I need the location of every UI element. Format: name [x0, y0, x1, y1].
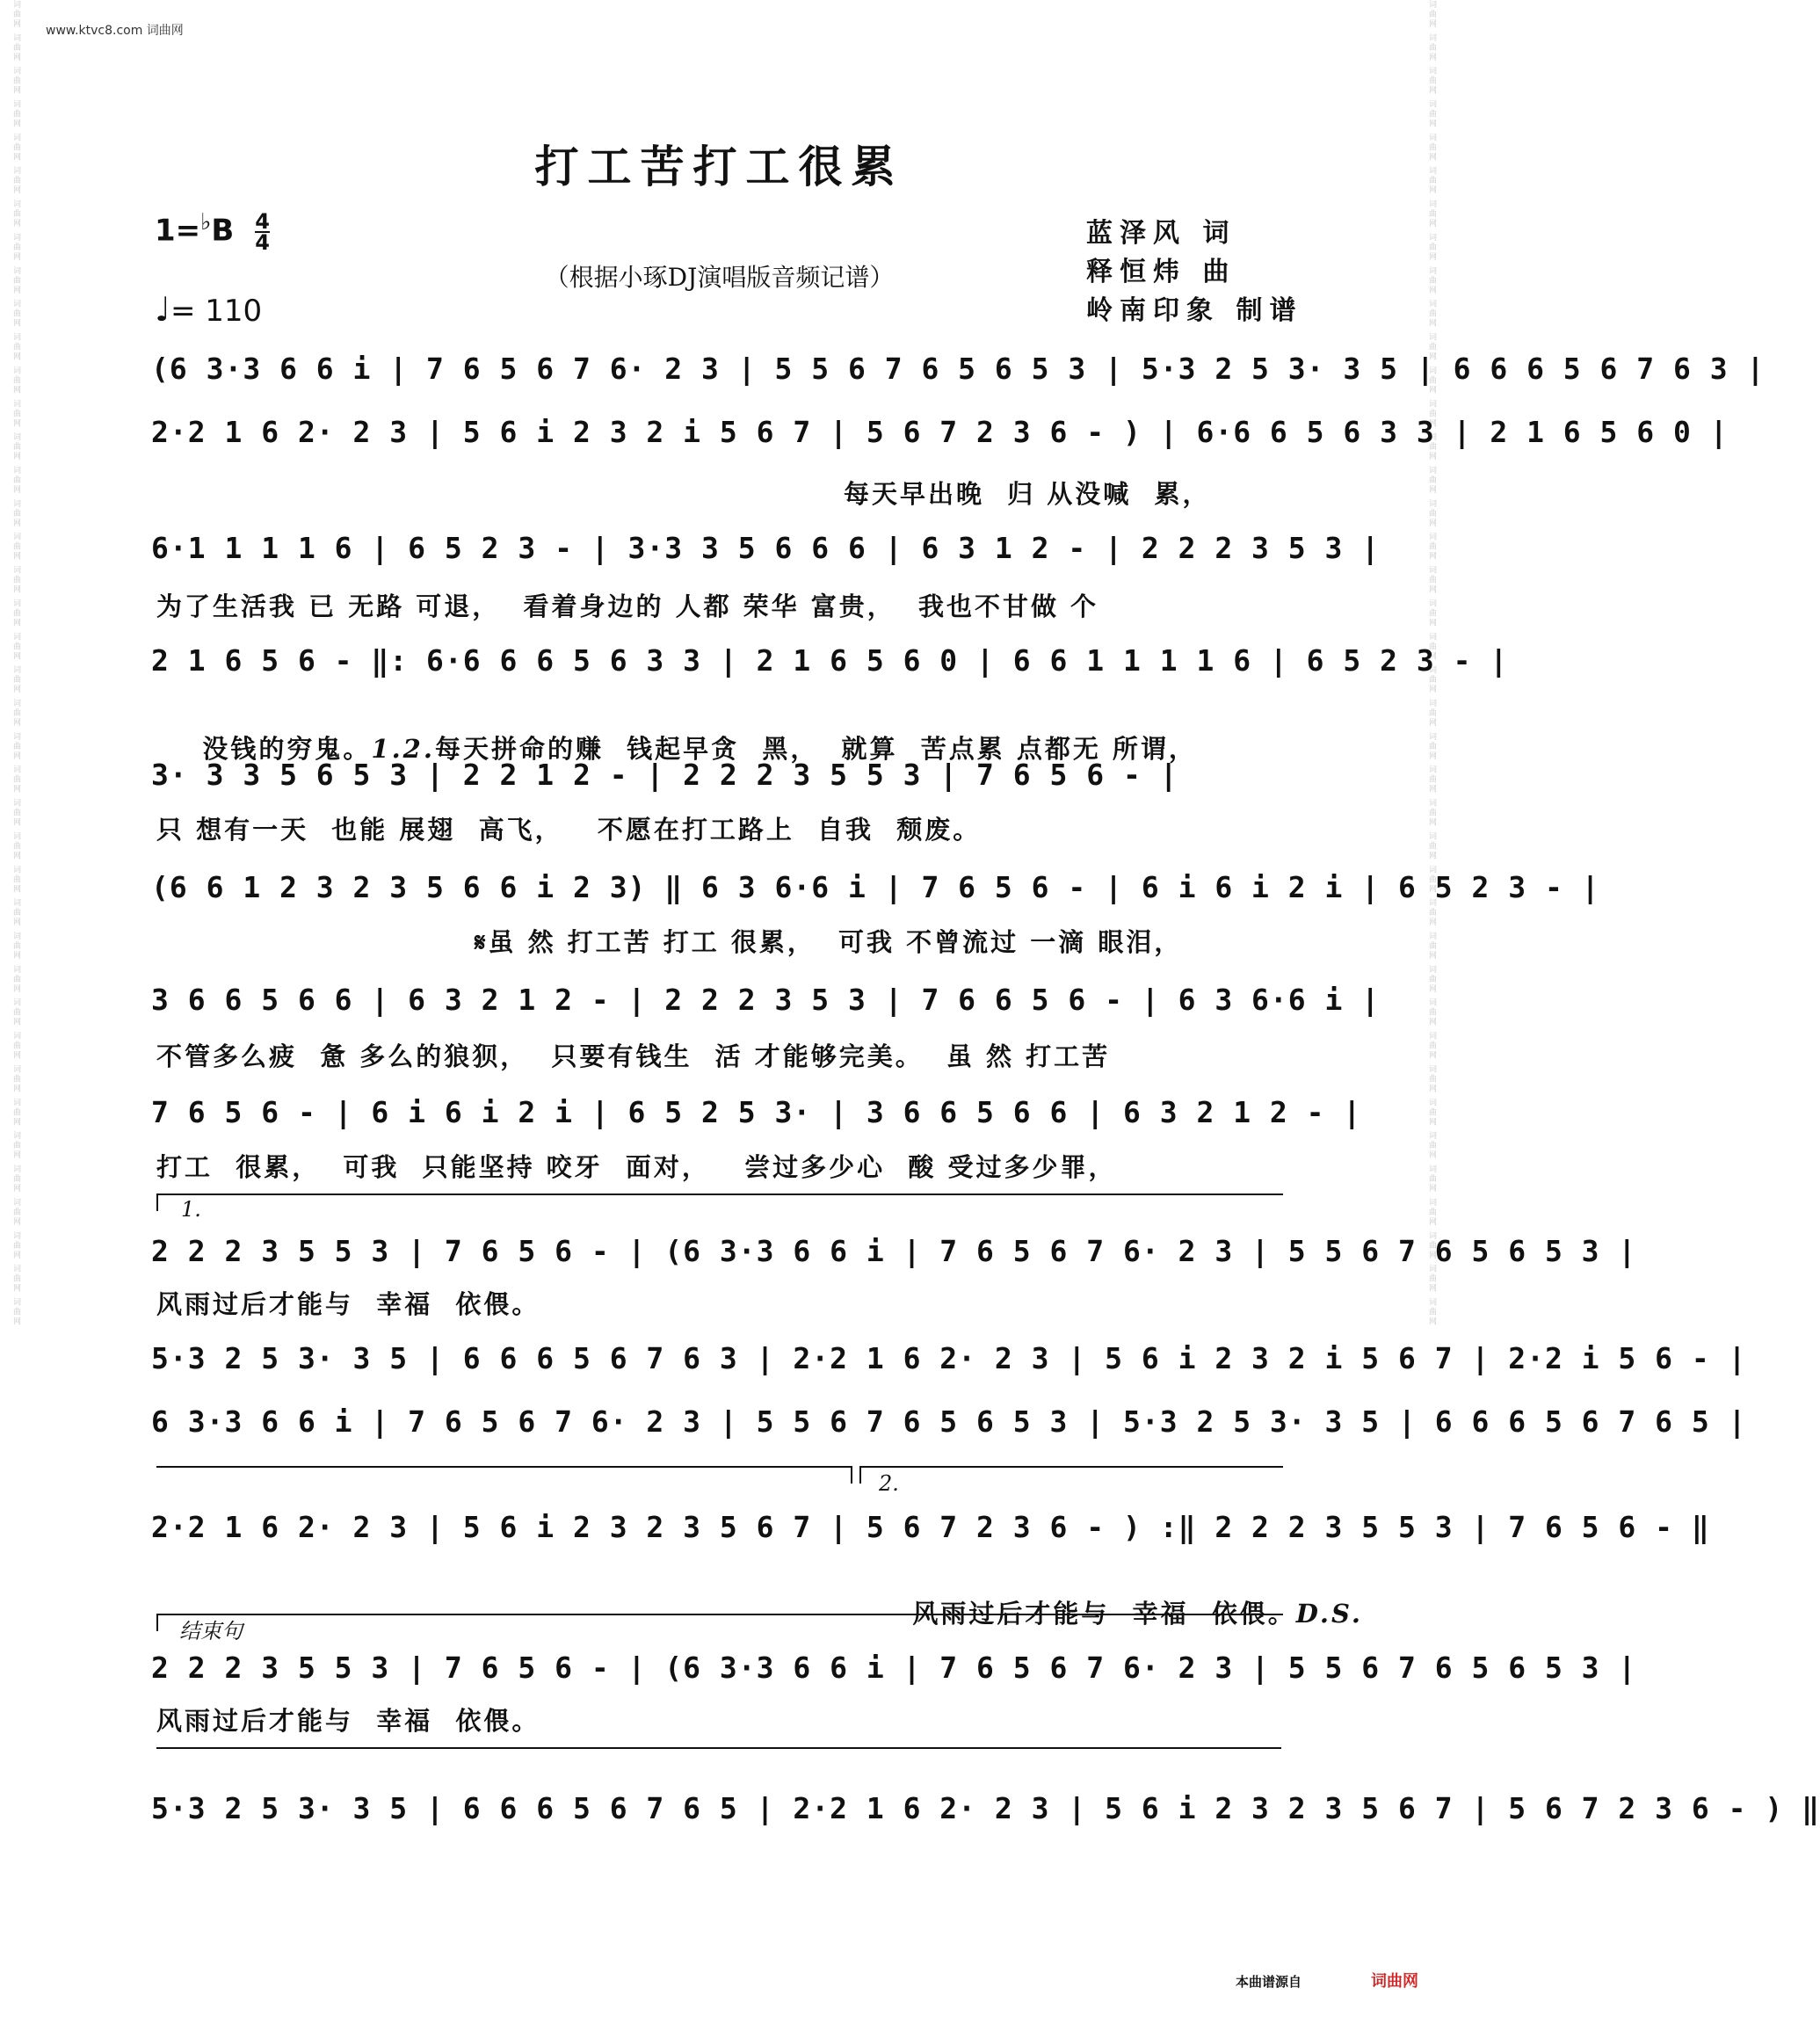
time-top: 4: [255, 208, 270, 234]
lyric-segment: 每天拼命的赚 钱起早贪 黑， 就算 苦点累 点都无 所谓，: [434, 734, 1197, 764]
section-line: [156, 1747, 1281, 1749]
quarter-note-icon: ♩: [155, 290, 170, 329]
key-note: B: [211, 213, 235, 249]
composer-credit: 释恒炜 曲: [1086, 257, 1236, 287]
ending-label: 结束句: [179, 1619, 243, 1643]
notation-row: (6 3·3 6 6 i | 7 6 5 6 7 6· 2 3 | 5 5 6 7 6 5 6 5 3 | 5·3 2 5 3· 3 5 | 6 6 6 5 6 7 6 3 |: [151, 352, 1766, 386]
notation-row: 6·1 1 1 1 6 | 6 5 2 3 - | 3·3 3 5 6 6 6 | 6 3 1 2 - | 2 2 2 3 5 3 |: [151, 531, 1381, 565]
time-signature: [255, 208, 270, 255]
notation-row: 2·2 1 6 2· 2 3 | 5 6 i 2 3 2 3 5 6 7 | 5 6 7 2 3 6 - ) :‖ 2 2 2 3 5 5 3 | 7 6 5 6 - ‖: [151, 1510, 1710, 1544]
song-title: 打工苦打工很累: [534, 141, 904, 192]
notation-row: 5·3 2 5 3· 3 5 | 6 6 6 5 6 7 6 5 | 2·2 1 6 2· 2 3 | 5 6 i 2 3 2 3 5 6 7 | 5 6 7 2 3 6 - ) ‖: [151, 1791, 1820, 1825]
volta-label-second: 2.: [879, 1471, 899, 1496]
notation-row: 6 3·3 6 6 i | 7 6 5 6 7 6· 2 3 | 5 5 6 7 6 5 6 5 3 | 5·3 2 5 3· 3 5 | 6 6 6 5 6 7 6 5 |: [151, 1404, 1747, 1439]
notation-row: 3· 3 3 5 6 5 3 | 2 2 1 2 - | 2 2 2 3 5 5 3 | 7 6 5 6 - |: [151, 758, 1178, 792]
tempo-value: = 110: [170, 294, 263, 329]
lyric-line: 每天早出晚 归 从没喊 累，: [844, 479, 1211, 509]
credits: [1086, 214, 1302, 330]
subtitle: （根据小琢DJ演唱版音频记谱）: [544, 263, 895, 292]
site-url[interactable]: www.ktvc8.com 词曲网: [46, 24, 184, 38]
volta-bracket-first: [156, 1194, 1283, 1211]
key-prefix: 1=: [155, 213, 201, 249]
side-watermark-right: 词曲网 词曲网 词曲网 词曲网 词曲网 词曲网 词曲网 词曲网 词曲网 词曲网 词曲网 词曲网 词曲网 词曲网 词曲网 词曲网 词曲网 词曲网 词曲网 词曲网 词曲网 词曲网 词曲网 词曲网 词曲网 词曲网 词曲网 词曲网 词曲网 词曲网 词曲网 词曲网 词曲网 词曲网 词曲网 词曲网 词曲网 词曲网 词曲网 词曲网: [1427, 0, 1436, 1327]
lyric-line: 不管多么疲 惫 多么的狼狈， 只要有钱生 活 才能够完美。 虽 然 打工苦: [156, 1041, 1111, 1071]
lyric-line: 𝄋虽 然 打工苦 打工 很累， 可我 不曾流过 一滴 眼泪，: [475, 927, 1183, 957]
key-signature: [155, 208, 270, 255]
volta-label-first: 1.: [181, 1197, 201, 1222]
lyric-segment: 没钱的穷鬼。: [202, 734, 372, 764]
notation-row: 2 2 2 3 5 5 3 | 7 6 5 6 - | (6 3·3 6 6 i | 7 6 5 6 7 6· 2 3 | 5 5 6 7 6 5 6 5 3 |: [151, 1651, 1637, 1685]
lyricist-credit: 蓝泽风 词: [1086, 218, 1236, 249]
lyric-line: 只 想有一天 也能 展翅 高飞， 不愿在打工路上 自我 颓废。: [156, 815, 982, 845]
notation-row: 3 6 6 5 6 6 | 6 3 2 1 2 - | 2 2 2 3 5 3 | 7 6 6 5 6 - | 6 3 6·6 i |: [151, 983, 1381, 1017]
ending-bracket: [156, 1614, 1283, 1631]
arranger-credit: 岭南印象 制谱: [1086, 295, 1303, 326]
lyric-line: 为了生活我 已 无路 可退， 看着身边的 人都 荣华 富贵， 我也不甘做 个: [156, 591, 1099, 621]
dal-segno-mark: D.S.: [1295, 1599, 1363, 1629]
lyric-line: 风雨过后才能与 幸福 依偎。: [156, 1706, 540, 1736]
lyric-line: 打工 很累， 可我 只能坚持 咬牙 面对， 尝过多少心 酸 受过多少罪，: [156, 1152, 1117, 1182]
tempo-mark: [155, 290, 262, 329]
notation-row: (6 6 1 2 3 2 3 5 6 6 i 2 3) ‖ 6 3 6·6 i | 7 6 5 6 - | 6 i 6 i 2 i | 6 5 2 3 - |: [151, 870, 1600, 904]
volta-bracket-second: [859, 1466, 1283, 1484]
notation-row: 2·2 1 6 2· 2 3 | 5 6 i 2 3 2 i 5 6 7 | 5 6 7 2 3 6 - ) | 6·6 6 5 6 3 3 | 2 1 6 5 6 0 |: [151, 415, 1729, 449]
notation-row: 7 6 5 6 - | 6 i 6 i 2 i | 6 5 2 5 3· | 3 6 6 5 6 6 | 6 3 2 1 2 - |: [151, 1095, 1362, 1129]
lyric-line: [866, 1564, 1363, 1660]
flat-sign: ♭: [200, 209, 212, 236]
time-bottom: 4: [255, 229, 270, 255]
notation-row: 2 1 6 5 6 - ‖: 6·6 6 6 5 6 3 3 | 2 1 6 5 6 0 | 6 6 1 1 1 1 6 | 6 5 2 3 - |: [151, 643, 1509, 678]
volta-bracket-first-end: [156, 1466, 852, 1484]
lyric-segment: 风雨过后才能与 幸福 依偎。: [912, 1599, 1296, 1629]
notation-row: 5·3 2 5 3· 3 5 | 6 6 6 5 6 7 6 3 | 2·2 1 6 2· 2 3 | 5 6 i 2 3 2 i 5 6 7 | 2·2 i 5 6 - |: [151, 1341, 1747, 1375]
footer-source: 本曲谱源自: [1236, 1974, 1302, 1990]
footer-logo[interactable]: 词曲网: [1371, 1972, 1418, 1991]
verse-number: 1.2.: [371, 734, 435, 764]
side-watermark-left: 词曲网 词曲网 词曲网 词曲网 词曲网 词曲网 词曲网 词曲网 词曲网 词曲网 词曲网 词曲网 词曲网 词曲网 词曲网 词曲网 词曲网 词曲网 词曲网 词曲网 词曲网 词曲网 词曲网 词曲网 词曲网 词曲网 词曲网 词曲网 词曲网 词曲网 词曲网 词曲网 词曲网 词曲网 词曲网 词曲网 词曲网 词曲网 词曲网 词曲网: [11, 0, 20, 1327]
notation-row: 2 2 2 3 5 5 3 | 7 6 5 6 - | (6 3·3 6 6 i | 7 6 5 6 7 6· 2 3 | 5 5 6 7 6 5 6 5 3 |: [151, 1234, 1637, 1268]
lyric-line: 风雨过后才能与 幸福 依偎。: [156, 1289, 540, 1319]
